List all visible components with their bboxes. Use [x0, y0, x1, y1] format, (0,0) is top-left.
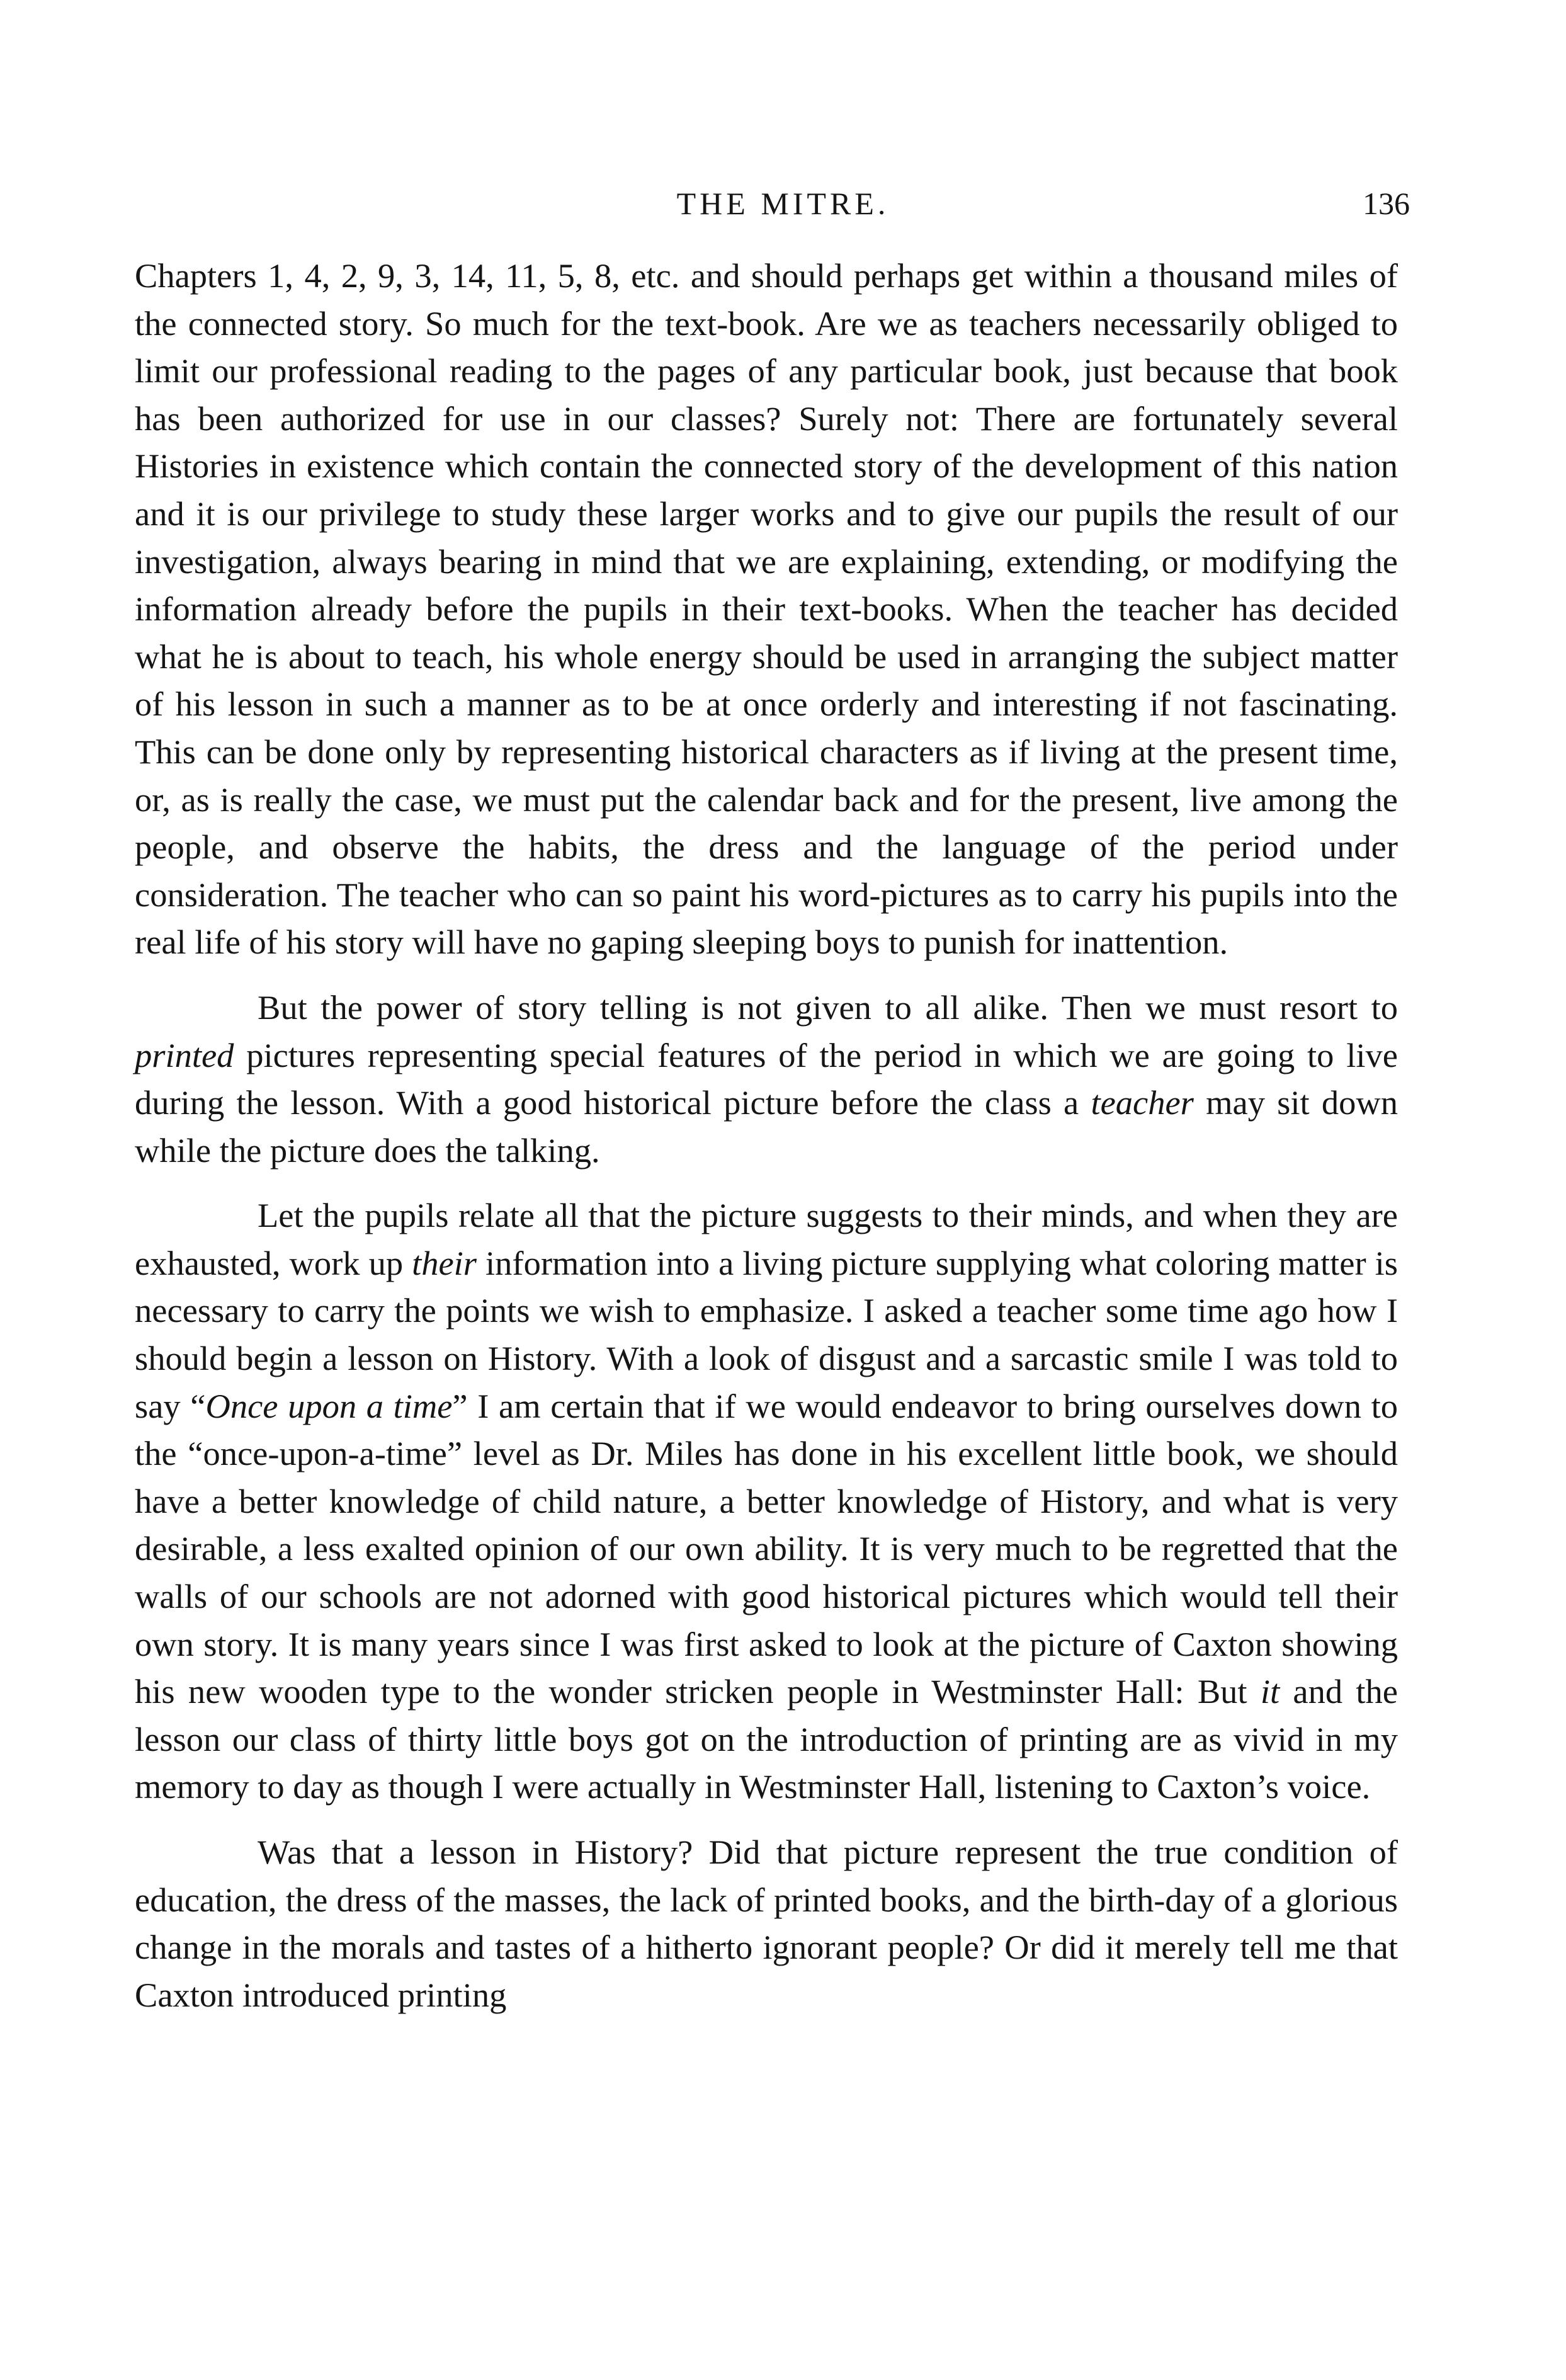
paragraph-text: information into a living picture supplying what coloring matter is necessary to carry the points we wish to emphasize. I asked a teacher some time ago how I should begin a lesson on History. With a look of disgust and a sarcastic smile I was told to say “ [135, 1243, 1398, 1425]
paragraph-3 [135, 1192, 1398, 1811]
running-title: THE MITRE. [676, 186, 890, 221]
paragraph-text: ” I am certain that if we would endeavor to bring ourselves down to the “once-upon-a-time” level as Dr. Miles has done in his excellent little book, we should have a better knowledge of child nature, a better knowledge of History, and what is very desirable, a less exalted opinion of our own ability. It is very much to be regretted that the walls of our schools are not adorned with good historical pictures which would tell their own story. It is many years since I was first asked to look at the picture of Caxton showing his new wooden type to the wonder stricken people in Westminster Hall: But [135, 1386, 1398, 1711]
paragraph-2 [135, 984, 1398, 1174]
italic-phrase: Once upon a time [205, 1386, 453, 1425]
italic-word: teacher [1091, 1083, 1194, 1122]
paragraph-text: may sit down while the picture does the talking. [135, 1083, 1399, 1170]
paragraph-text: and the lesson our class of thirty little boys got on the introduction of printing are as vivid in my memory to day as though I were actually in Westminster Hall, listening to Caxton’s voice. [135, 1672, 1398, 1806]
running-head [0, 181, 1566, 225]
paragraph-text: But the power of story telling is not given to all alike. Then we must resort to [258, 988, 1398, 1027]
body-text [135, 252, 1398, 2036]
paragraph-text: pictures representing special features of the period in which we are going to live during the lesson. With a good historical picture before the class a [135, 1035, 1398, 1122]
paragraph-1 [135, 252, 1398, 966]
paragraph-text: Chapters 1, 4, 2, 9, 3, 14, 11, 5, 8, etc. and should perhaps get within a thousand miles of the connected story. So much for the text-book. Are we as teachers necessarily obliged to limit our professional reading to the pages of any particular book, just because that book has been authorized for use in our classes? Surely not: There are fortunately several Histories in existence which contain the connected story of the development of this nation and it is our privilege to study these larger works and to give our pupils the result of our investigation, always bearing in mind that we are explaining, extending, or modifying the information already before the pupils in their text-books. When the teacher has decided what he is about to teach, his whole energy should be used in arranging the subject matter of his lesson in such a manner as to be at once orderly and interesting if not fascinating. This can be done only by representing historical characters as if living at the present time, or, as is really the case, we must put the calendar back and for the present, live among the people, and observe the habits, the dress and the language of the period under consideration. The teacher who can so paint his word-pictures as to carry his pupils into the real life of his story will have no gaping sleeping boys to punish for inattention. [135, 256, 1398, 962]
italic-word: it [1260, 1672, 1280, 1711]
italic-word: printed [135, 1035, 234, 1074]
italic-word: their [412, 1243, 477, 1282]
page-number: 136 [1363, 186, 1410, 221]
paragraph-text: Let the pupils relate all that the picture suggests to their minds, and when they are exhausted, work up [135, 1196, 1398, 1282]
paragraph-text: Was that a lesson in History? Did that picture represent the true condition of education, the dress of the masses, the lack of printed books, and the birth-day of a glorious change in the morals and tastes of a hitherto ignorant people? Or did it merely tell me that Caxton introduced printing [135, 1833, 1398, 2014]
paragraph-4 [135, 1828, 1398, 2018]
